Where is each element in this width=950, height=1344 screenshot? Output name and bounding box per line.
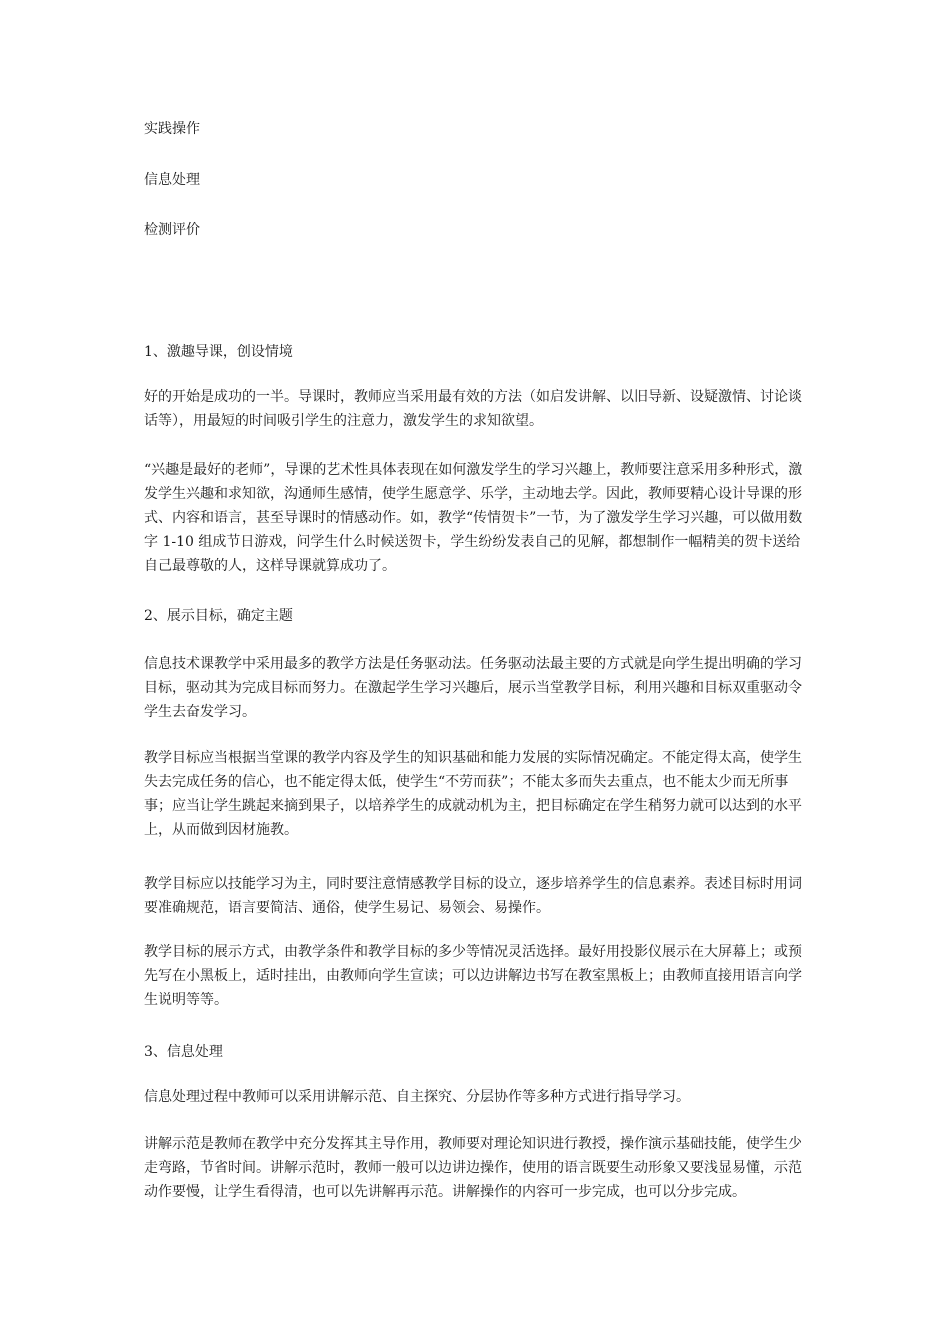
paragraph: “兴趣是最好的老师”，导课的艺术性具体表现在如何激发学生的学习兴趣上，教师要注意采用多种形式，激发学生兴趣和求知欲，沟通师生感情，使学生愿意学、乐学，主动地去学。因此，教师要精心设计导课的形式、内容和语言，甚至导课时的情感动作。如，教学“传情贺卡”一节，为了激发学生学习兴趣，可以做用数字 1-10 组成节日游戏，问学生什么时候送贺卡，学生纷纷发表自己的见解，都想制作一幅精美的贺卡送给自己最尊敬的人，这样导课就算成功了。 bbox=[144, 462, 803, 574]
paragraph: 教学目标应当根据当堂课的教学内容及学生的知识基础和能力发展的实际情况确定。不能定得太高，使学生失去完成任务的信心，也不能定得太低，使学生“不劳而获”；不能太多而失去重点，也不能太少而无所事事；应当让学生跳起来摘到果子，以培养学生的成就动机为主，把目标确定在学生稍努力就可以达到的水平上，从而做到因材施教。 bbox=[144, 750, 802, 838]
section-heading-1: 1、激趣导课，创设情境 bbox=[144, 344, 293, 360]
paragraph: 教学目标的展示方式，由教学条件和教学目标的多少等情况灵活选择。最好用投影仪展示在大屏幕上；或预先写在小黑板上，适时挂出，由教师向学生宣读；可以边讲解边书写在教室黑板上；由教师直接用语言向学生说明等等。 bbox=[144, 944, 802, 1008]
section-heading-3: 3、信息处理 bbox=[144, 1044, 223, 1060]
outline-item-info-processing: 信息处理 bbox=[144, 172, 200, 188]
outline-item-evaluation: 检测评价 bbox=[144, 222, 200, 238]
section-heading-2: 2、展示目标，确定主题 bbox=[144, 608, 293, 624]
paragraph: 教学目标应以技能学习为主，同时要注意情感教学目标的设立，逐步培养学生的信息素养。表述目标时用词要准确规范，语言要简洁、通俗，使学生易记、易领会、易操作。 bbox=[144, 876, 802, 916]
outline-item-practice: 实践操作 bbox=[144, 121, 200, 137]
paragraph: 讲解示范是教师在教学中充分发挥其主导作用，教师要对理论知识进行教授，操作演示基础技能，使学生少走弯路，节省时间。讲解示范时，教师一般可以边讲边操作，使用的语言既要生动形象又要浅显易懂，示范动作要慢，让学生看得清，也可以先讲解再示范。讲解操作的内容可一步完成，也可以分步完成。 bbox=[144, 1136, 802, 1200]
paragraph: 信息处理过程中教师可以采用讲解示范、自主探究、分层协作等多种方式进行指导学习。 bbox=[144, 1089, 690, 1105]
paragraph: 好的开始是成功的一半。导课时，教师应当采用最有效的方法（如启发讲解、以旧导新、设疑激情、讨论谈话等），用最短的时间吸引学生的注意力，激发学生的求知欲望。 bbox=[144, 389, 802, 429]
paragraph: 信息技术课教学中采用最多的教学方法是任务驱动法。任务驱动法最主要的方式就是向学生提出明确的学习目标，驱动其为完成目标而努力。在激起学生学习兴趣后，展示当堂教学目标，利用兴趣和目标双重驱动令学生去奋发学习。 bbox=[144, 656, 802, 720]
